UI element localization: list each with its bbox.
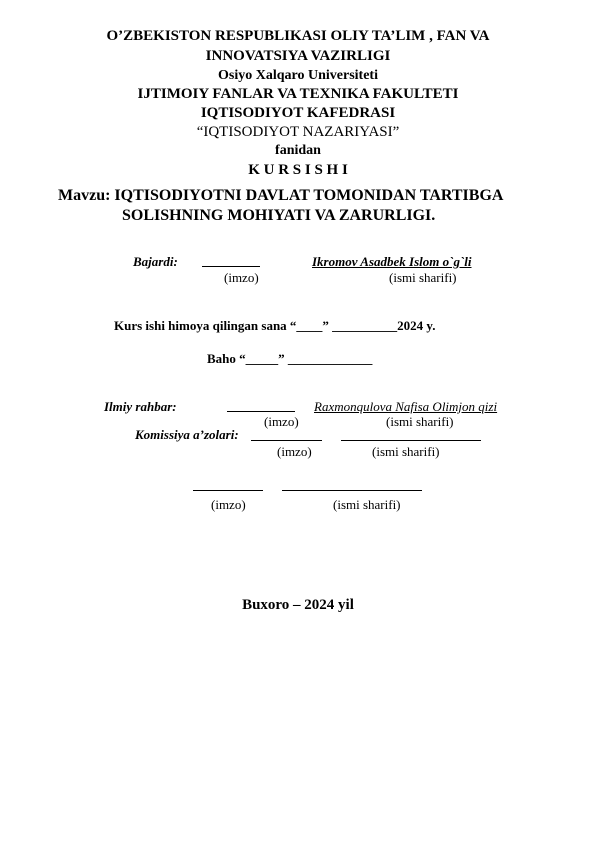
student-imzo-caption: (imzo) xyxy=(224,270,259,285)
commission-member1-imzo-caption: (imzo) xyxy=(277,444,312,459)
fanidan-label: fanidan xyxy=(275,143,321,158)
city-year: Buxoro – 2024 yil xyxy=(242,597,354,613)
commission-member2-name-line xyxy=(282,490,422,491)
supervisor-imzo-caption: (imzo) xyxy=(264,414,299,429)
faculty-name: IJTIMOIY FANLAR VA TEXNIKA FAKULTETI xyxy=(137,86,459,102)
supervisor-ismi-caption: (ismi sharifi) xyxy=(386,414,454,429)
student-name: Ikromov Asadbek Islom o`g`li xyxy=(312,254,472,269)
commission-label: Komissiya a’zolari: xyxy=(135,427,239,442)
grade-line: Baho “_____” _____________ xyxy=(207,351,373,366)
commission-member2-ismi-caption: (ismi sharifi) xyxy=(333,497,401,512)
document-type-title: K U R S I S H I xyxy=(248,162,348,178)
commission-member2-imzo-caption: (imzo) xyxy=(211,497,246,512)
supervisor-signature-line xyxy=(227,411,295,412)
topic-line-2: SOLISHNING MOHIYATI VA ZARURLIGI. xyxy=(122,207,436,224)
commission-member2-signature-line xyxy=(193,490,263,491)
student-signature-line xyxy=(202,266,260,267)
supervisor-name: Raxmonqulova Nafisa Olimjon qizi xyxy=(314,399,498,414)
commission-member1-ismi-caption: (ismi sharifi) xyxy=(372,444,440,459)
subject-name: “IQTISODIYOT NAZARIYASI” xyxy=(196,124,400,140)
ministry-line-1: O’ZBEKISTON RESPUBLIKASI OLIY TA’LIM , FAN VA xyxy=(106,28,490,44)
ministry-line-2: INNOVATSIYA VAZIRLIGI xyxy=(205,48,391,64)
bajardi-label: Bajardi: xyxy=(133,254,178,269)
defense-date-line: Kurs ishi himoya qilingan sana “____” __________2024 y. xyxy=(114,318,436,333)
student-ismi-caption: (ismi sharifi) xyxy=(389,270,457,285)
commission-member1-signature-line xyxy=(251,440,322,441)
university-name: Osiyo Xalqaro Universiteti xyxy=(218,68,378,83)
supervisor-label: Ilmiy rahbar: xyxy=(104,399,177,414)
commission-member1-name-line xyxy=(341,440,481,441)
topic-line-1: Mavzu: IQTISODIYOTNI DAVLAT TOMONIDAN TARTIBGA xyxy=(58,187,504,204)
department-name: IQTISODIYOT KAFEDRASI xyxy=(200,105,396,121)
